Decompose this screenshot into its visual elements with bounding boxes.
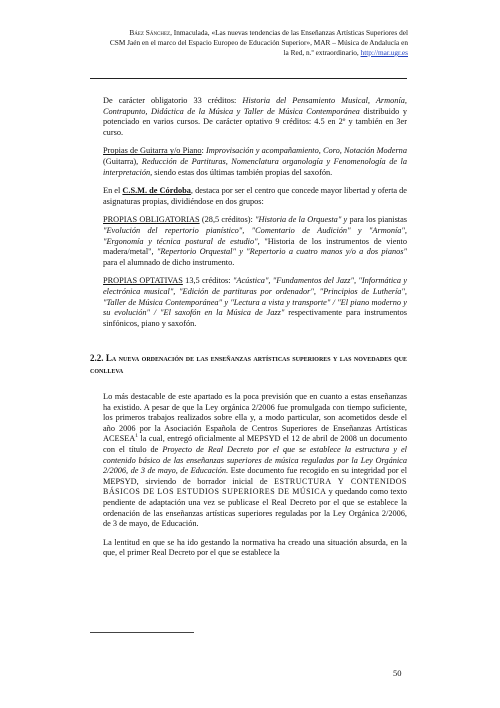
header-line1: , Inmaculada, «Las nuevas tendencias de las Enseñanzas Artísticas Superiores del: [170, 28, 408, 37]
text-run: Este documento fue recogido en su integridad por el MEPSYD, sirviendo de borrador inicial de: [103, 466, 407, 486]
text-italic: Improvisación y acompañamiento, Coro, Notación Moderna: [205, 146, 407, 156]
footnote-marker[interactable]: 1: [135, 433, 139, 440]
text-italic: Reducción de Partituras, Nomenclatura organología y Fenomenología de la interpretación,: [103, 156, 407, 177]
text-run: para los pianistas: [347, 215, 408, 225]
header-divider: [90, 78, 407, 79]
header-link[interactable]: http://mar.ugr.es: [360, 48, 408, 57]
text-italic: "Historia de la Orquesta" y: [255, 215, 348, 225]
paragraph: La lentitud en que se ha ido gestando la normativa ha creado una situación absurda, en la que, el primer Real Decreto por el que se establece la: [103, 537, 407, 558]
text-bold-underlined: C.S.M. de Córdoba: [122, 186, 191, 196]
paragraph: [103, 215, 407, 268]
paragraph: [103, 96, 407, 138]
text-run: siendo estas dos últimas también propias del saxofón.: [152, 167, 333, 177]
text-italic: Proyecto de Real Decreto por el que se establece la estructura y el contenido básico de las enseñanzas superiores de música reguladas por la Ley Orgánica 2/2006, de 3 de mayo, de Educación.: [103, 444, 407, 476]
page-number: 50: [393, 668, 402, 678]
body-text-top: [103, 96, 407, 337]
paragraph: [103, 146, 407, 178]
text-italic: "Acústica", "Fundamentos del Jazz", "Informática y electrónica musical", "Edición de partituras por ordenador", "Principios de Luthería", "Taller de Música Contemporánea" y "Lectura a vista y transporte" / "El piano moderno y su evolución" / "El saxofón en la Música de Jazz": [103, 276, 408, 318]
paragraph: [103, 392, 407, 530]
paragraph: [103, 186, 407, 207]
text-underlined: PROPIAS OPTATIVAS: [103, 276, 183, 286]
running-header: [78, 28, 408, 58]
text-run: y quedando como texto pendiente de adaptación una vez se publicase el Real Decreto por el que se establece la ordenación de las enseñanzas artísticas superiores reguladas por la Ley Orgánica 2/2006, de 3 de mayo, de Educación.: [103, 487, 407, 529]
text-run: (28,5 créditos):: [199, 215, 256, 225]
text-run: De carácter obligatorio 33 créditos:: [103, 96, 243, 105]
text-run: (Guitarra),: [103, 156, 142, 166]
text-run: la cual, entregó oficialmente al MEPSYD el 12 de abril de 2008 un documento con el título de: [103, 434, 407, 454]
paragraph: [103, 276, 407, 329]
text-caps: ESTRUCTURA Y CONTENIDOS BÁSICOS DE LOS ESTUDIOS SUPERIORES DE MÚSICA: [103, 476, 407, 497]
footnote-divider: [90, 632, 194, 633]
text-run: 13,5 créditos:: [182, 276, 233, 286]
header-line2: CSM Jaén en el marco del Espacio Europeo de Educación Superior», MAR – Música de Andalucía en: [109, 38, 408, 47]
text-italic: Historia del Pensamiento Musical, Armonía, Contrapunto, Didáctica de la Música y Taller de Música Contemporánea: [103, 96, 407, 116]
text-run: para el alumnado de dicho instrumento.: [103, 257, 235, 267]
text-underlined: PROPIAS OBLIGATORIAS: [103, 215, 200, 225]
text-run: "Historia de los instrumentos de viento madera/metal",: [103, 236, 407, 257]
body-text-bottom: [103, 392, 407, 567]
header-author: Báez Sánchez: [129, 28, 171, 37]
section-heading: 2.2. La nueva ordenación de las enseñanzas artísticas superiores y las novedades que conlleva: [90, 353, 407, 375]
text-run: distribuido y potenciado en varios cursos. De carácter optativo 9 créditos: 4.5 en 2º y también en 3er curso.: [103, 106, 407, 137]
text-run: En el: [103, 186, 123, 196]
text-italic: "Repertorio Orquestal" y "Repertorio a cuatro manos y/o a dos pianos": [156, 247, 407, 257]
text-run: :: [201, 146, 206, 156]
header-line3: la Red, n.º extraordinario,: [283, 48, 361, 57]
text-run: , destaca por ser el centro que concede mayor libertad y oferta de asignaturas propias, dividiéndose en dos grupos:: [103, 186, 407, 206]
text-underlined: Propias de Guitarra y/o Piano: [103, 146, 202, 156]
text-run: Lo más destacable de este apartado es la poca previsión que en cuanto a estas enseñanzas ha existido. A pesar de que la Ley orgánica 2/2006 fue promulgada con tiempo suficiente, los primeros trabajos realizados sobre ella y, a modo particular, son acometidos desde el año 2006 por la Asociación Española de Centros Superiores de Enseñanzas Artísticas ACESEA: [103, 392, 407, 444]
text-italic: "Evolución del repertorio pianístico", "Comentario de Audición" y "Armonía", "Ergonomía y técnica postural de estudio",: [103, 225, 407, 246]
text-run: respectivamente para instrumentos sinfónicos, piano y saxofón.: [103, 308, 407, 328]
